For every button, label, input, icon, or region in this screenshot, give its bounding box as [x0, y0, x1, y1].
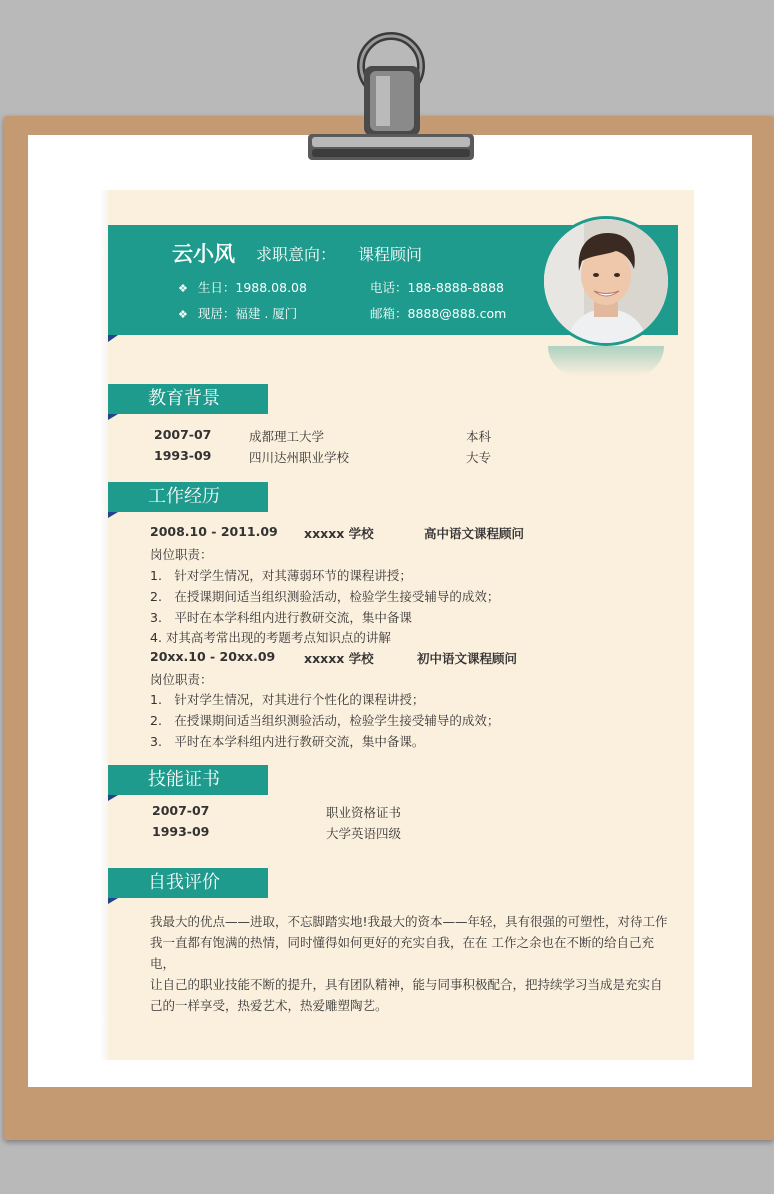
job-2-period: 20xx.10 - 20xx.09: [150, 649, 276, 664]
section-tick: [108, 795, 118, 801]
self-eval-line-1: 我最大的优点——进取，不忘脚踏实地!我最大的资本——年轻，具有很强的可塑性，对待工作: [150, 914, 668, 929]
skill-cert-1: 职业资格证书: [326, 805, 402, 820]
edu-degree-2: 大专: [466, 450, 492, 465]
job-1-duty-3: 3. 平时在本学科组内进行教研交流，集中备课: [150, 610, 412, 625]
job-intent-value: 课程顾问: [358, 245, 423, 264]
email-text: 邮箱：8888@888.com: [370, 306, 507, 321]
edu-school-1: 成都理工大学: [249, 429, 325, 444]
birth-text: 生日：1988.08.08: [197, 280, 307, 295]
skills-title: 技能证书: [108, 765, 268, 795]
job-1-duty-1: 1. 针对学生情况，对其薄弱环节的课程讲授；: [150, 568, 412, 583]
education-title: 教育背景: [108, 384, 268, 414]
section-tick: [108, 512, 118, 518]
job-1-period: 2008.10 - 2011.09: [150, 524, 278, 539]
job-2-duty-2: 2. 在授课期间适当组织测验活动，检验学生接受辅导的成效；: [150, 713, 500, 728]
avatar: [541, 216, 671, 346]
diamond-bullet-icon: ❖: [178, 308, 188, 321]
binder-clip-icon: [306, 26, 476, 176]
self-eval-line-4: 己的一样享受，热爱艺术，热爱雕塑陶艺。: [150, 998, 388, 1013]
job-2-role: 初中语文课程顾问: [417, 651, 518, 666]
header-band-tick: [108, 335, 118, 342]
job-1-org: xxxxx 学校: [304, 526, 374, 541]
job-intent: [256, 242, 422, 265]
job-2-org: xxxxx 学校: [304, 651, 374, 666]
job-1-duty-label: 岗位职责：: [150, 547, 213, 562]
self-eval-line-2: 我一直都有饱满的热情，同时懂得如何更好的充实自我，在在 工作之余也在不断的给自己充电，: [150, 935, 654, 971]
work-title: 工作经历: [108, 482, 268, 512]
self-eval-paragraph: [150, 911, 670, 1016]
skill-year-1: 2007-07: [152, 803, 210, 818]
candidate-name: 云小风: [172, 242, 235, 266]
edu-year-2: 1993-09: [154, 448, 212, 463]
job-2-duty-1: 1. 针对学生情况，对其进行个性化的课程讲授；: [150, 692, 425, 707]
edu-degree-1: 本科: [466, 429, 492, 444]
job-1-role: 高中语文课程顾问: [424, 526, 525, 541]
residence-text: 现居：福建 . 厦门: [197, 306, 298, 321]
self-eval-title: 自我评价: [108, 868, 268, 898]
phone-text: 电话：188-8888-8888: [370, 280, 505, 295]
job-intent-label: 求职意向：: [256, 245, 337, 264]
portrait-icon: [544, 219, 668, 343]
job-2-duty-3: 3. 平时在本学科组内进行教研交流，集中备课。: [150, 734, 425, 749]
job-2-duty-label: 岗位职责：: [150, 672, 213, 687]
section-tick: [108, 898, 118, 904]
skill-cert-2: 大学英语四级: [326, 826, 402, 841]
edu-year-1: 2007-07: [154, 427, 212, 442]
avatar-reflection: [548, 346, 664, 376]
skill-year-2: 1993-09: [152, 824, 210, 839]
job-1-duty-4: 4. 对其高考常出现的考题考点知识点的讲解: [150, 630, 391, 645]
section-tick: [108, 414, 118, 420]
residence-info: [178, 304, 297, 322]
birth-info: [178, 278, 307, 296]
job-1-duty-2: 2. 在授课期间适当组织测验活动，检验学生接受辅导的成效；: [150, 589, 500, 604]
edu-school-2: 四川达州职业学校: [249, 450, 350, 465]
self-eval-line-3: 让自己的职业技能不断的提升，具有团队精神，能与同事积极配合，把持续学习当成是充实自: [150, 977, 663, 992]
diamond-bullet-icon: ❖: [178, 282, 188, 295]
